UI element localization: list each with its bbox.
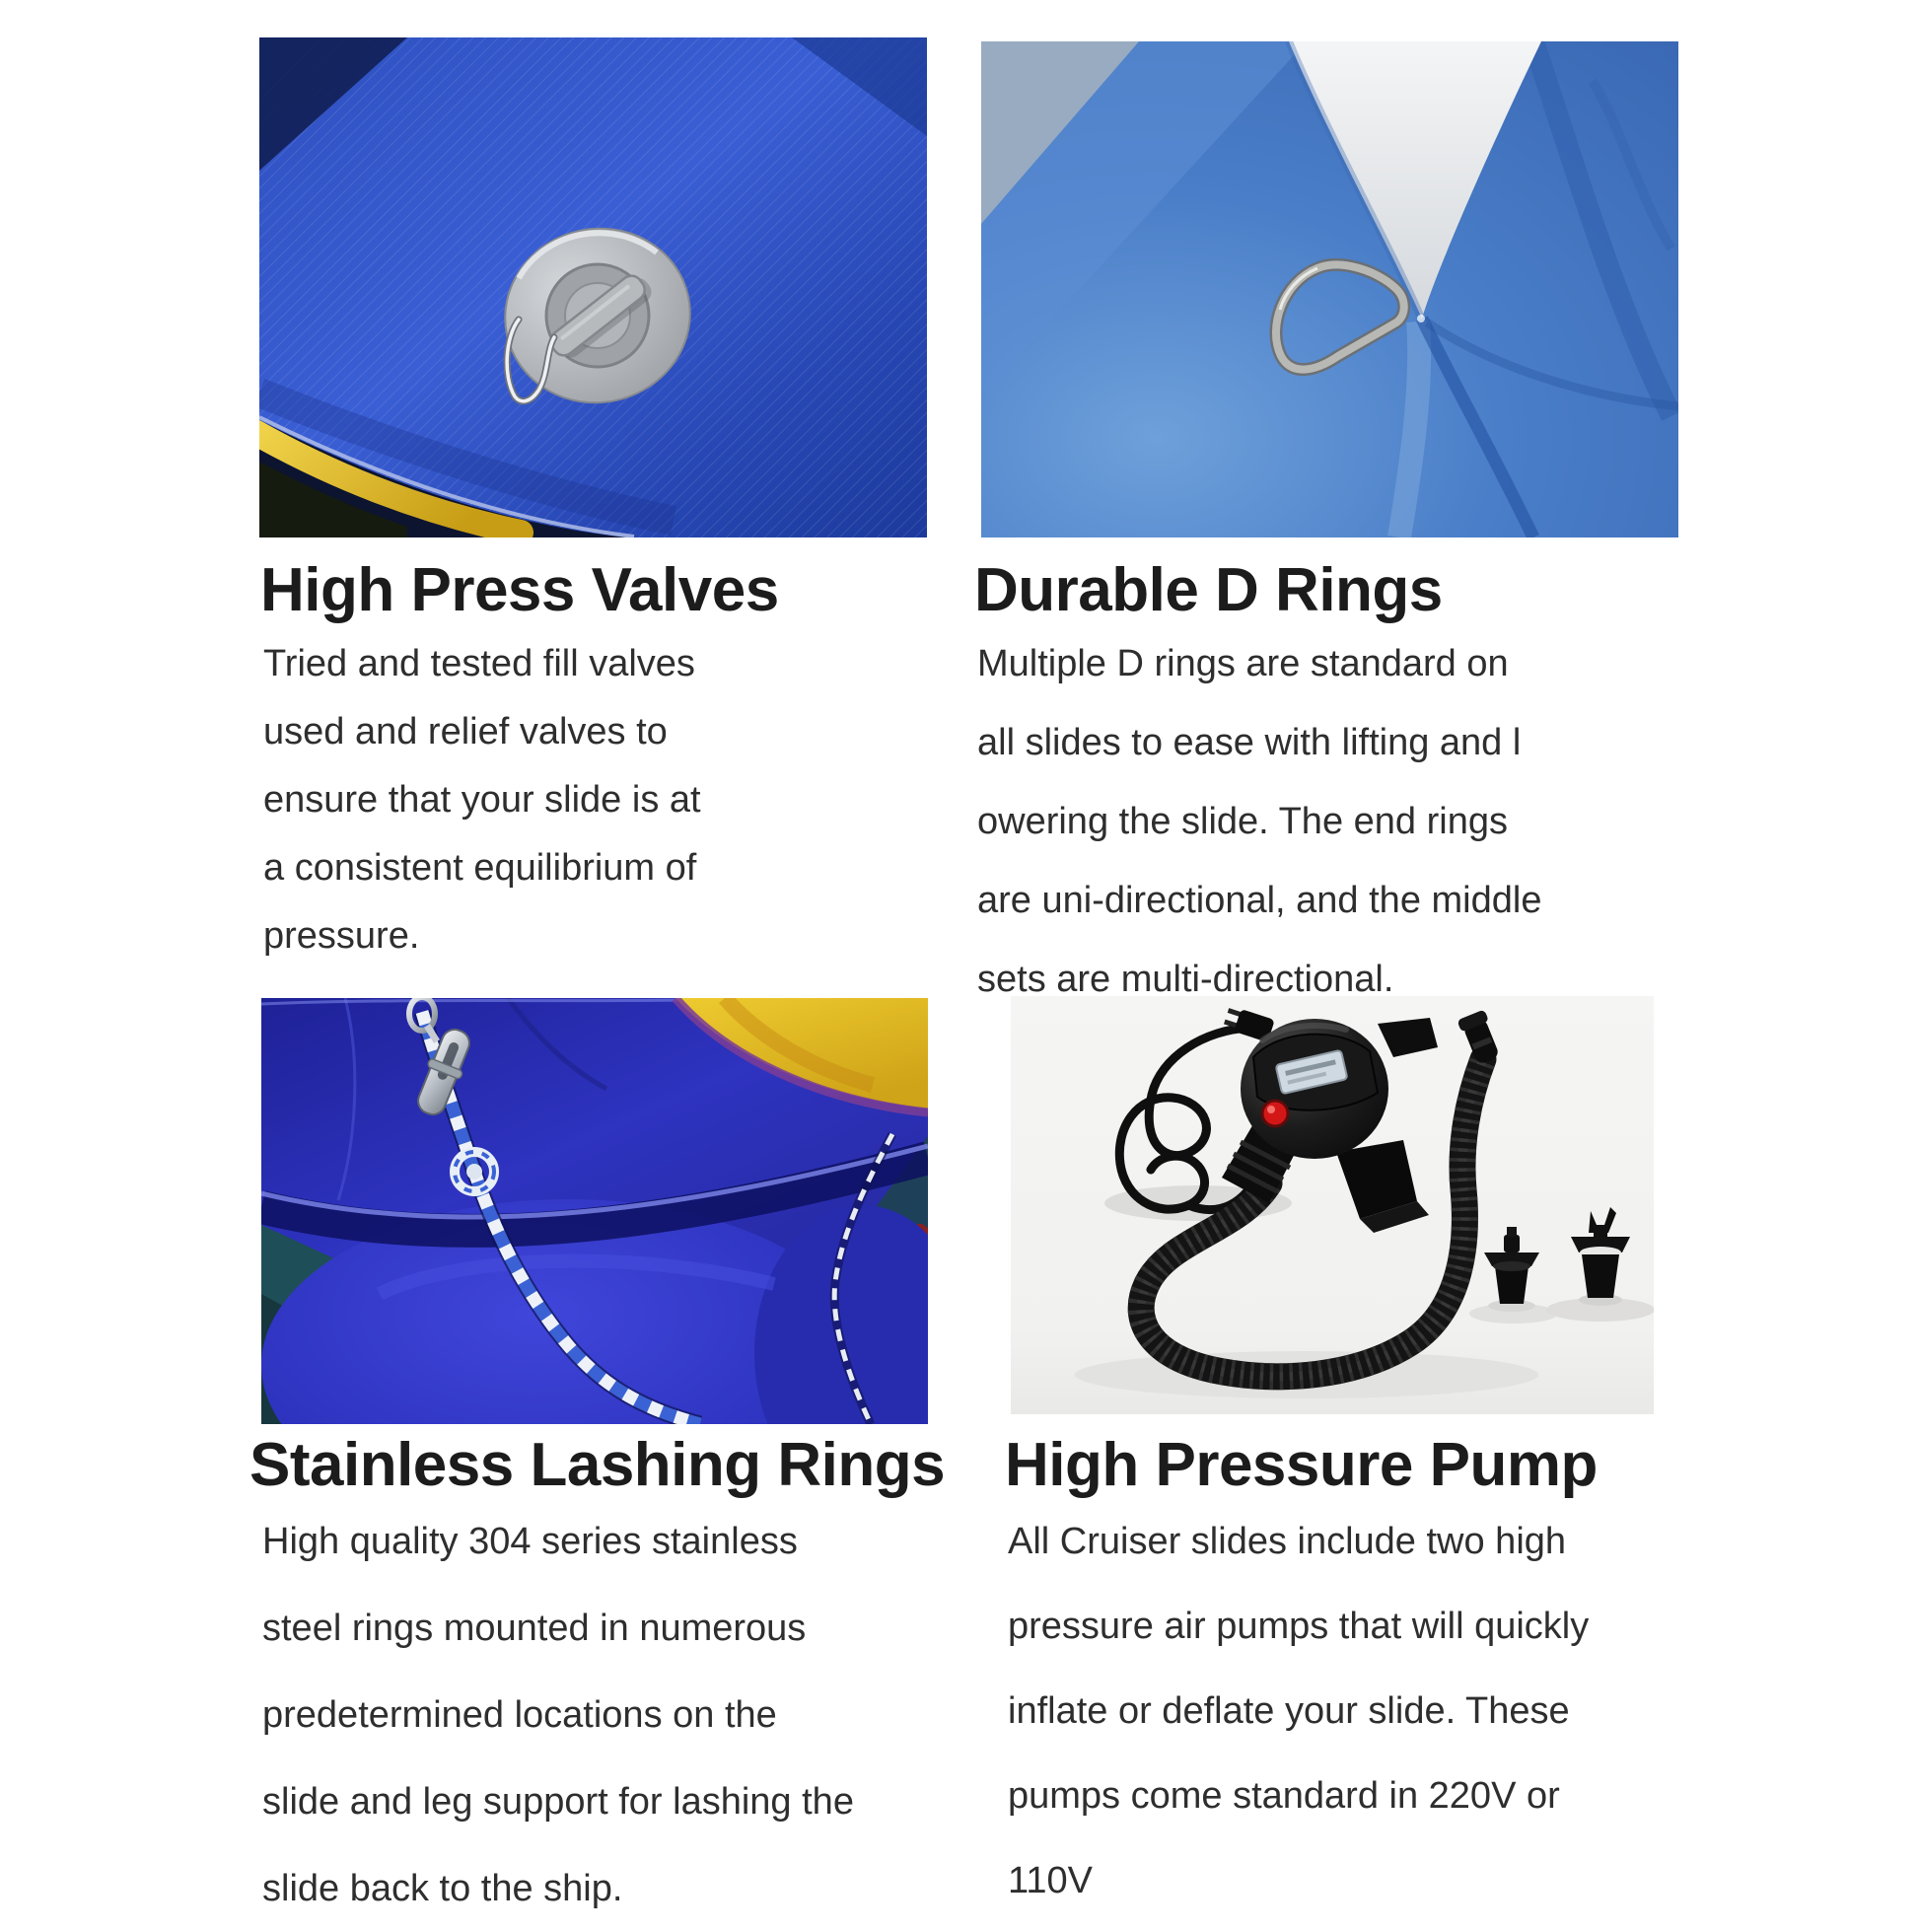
feature-title-valves: High Press Valves [260,556,779,624]
description-line: are uni-directional, and the middle [977,880,1542,921]
feature-description-d-rings [977,624,1541,1019]
lashing-rope-photo [261,998,928,1424]
description-line: used and relief valves to [263,711,668,752]
description-line: sets are multi-directional. [977,959,1394,1000]
description-line: High quality 304 series stainless [262,1521,798,1562]
description-line: Multiple D rings are standard on [977,643,1509,684]
inflatable-valve-photo [259,37,927,537]
pump-power-button [1262,1101,1288,1126]
feature-title-pump: High Pressure Pump [1005,1431,1598,1499]
feature-description-lashing-rings [262,1498,854,1932]
description-line: pressure. [263,915,420,957]
d-ring-photo [981,41,1678,537]
description-line: predetermined locations on the [262,1694,777,1736]
description-line: pressure air pumps that will quickly [1008,1606,1590,1647]
description-line: pumps come standard in 220V or [1008,1775,1560,1817]
description-line: All Cruiser slides include two high [1008,1521,1567,1562]
description-line: Tried and tested fill valves [263,643,695,684]
air-pump-photo [1011,996,1654,1414]
description-line: slide back to the ship. [262,1868,623,1909]
description-line: all slides to ease with lifting and l [977,722,1522,763]
description-line: ensure that your slide is at [263,779,701,821]
feature-description-valves [263,630,701,970]
description-line: a consistent equilibrium of [263,847,697,889]
feature-title-lashing-rings: Stainless Lashing Rings [249,1431,946,1499]
feature-title-d-rings: Durable D Rings [974,556,1443,624]
description-line: steel rings mounted in numerous [262,1608,807,1649]
description-line: owering the slide. The end rings [977,801,1508,842]
description-line: slide and leg support for lashing the [262,1781,854,1823]
description-line: inflate or deflate your slide. These [1008,1690,1570,1732]
description-line: 110V [1008,1860,1093,1901]
feature-description-pump [1008,1499,1589,1923]
